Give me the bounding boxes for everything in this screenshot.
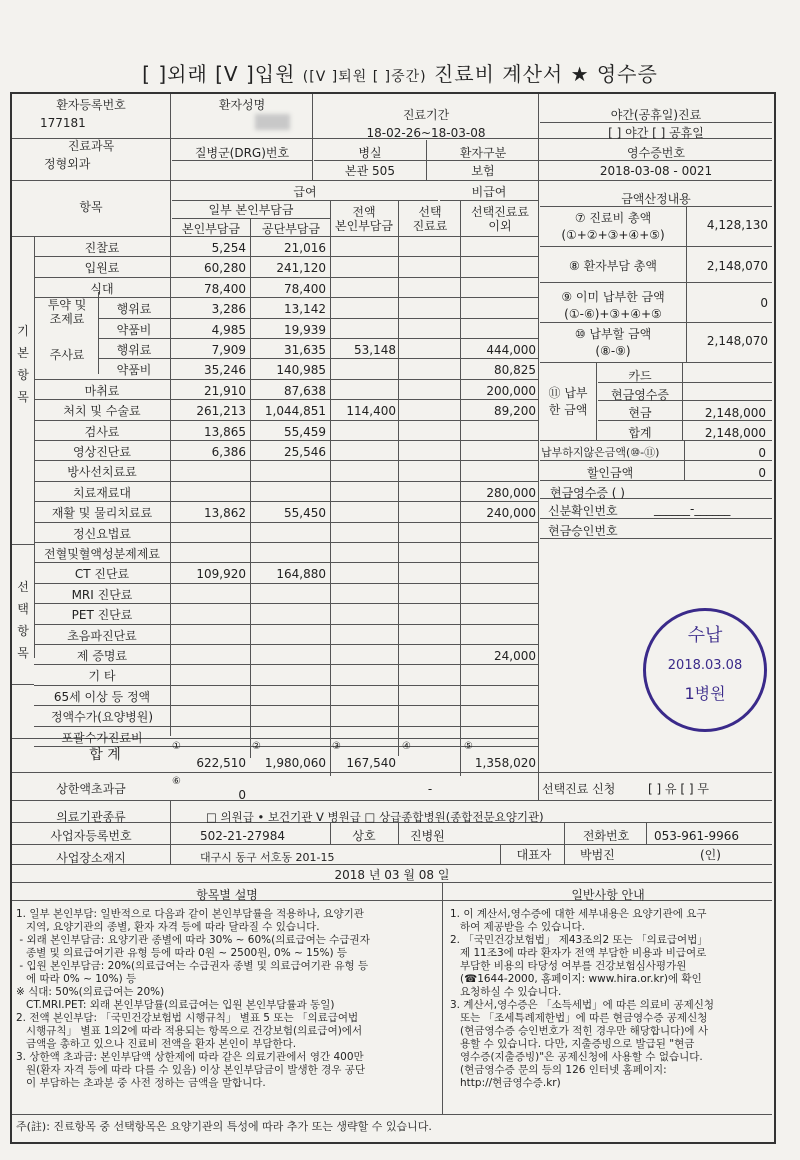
row-corp-pay: 140,985 [276,363,326,378]
grid-line [538,94,539,180]
addr-label: 사업장소재지 [56,851,126,865]
amount-due: 2,148,070 [706,334,768,348]
total-label: 합 계 [89,747,121,763]
grid-line [34,522,538,523]
row-corp-pay: 19,939 [284,322,326,337]
notes-right: 1. 이 계산서,영수증에 대한 세부내용은 요양기관에 요구 하여 제공받을 수 있습니다. 2. 「국민건강보험법」 제43조의2 또는 「의료급여법」 제 11조3에 따라 환자가 전액 부담한 비용과 비급여로 부담한 비용의 타당성 여부를 건강보험심사평가원 (☎1644-2000, 홈페이지: www.hira.or.kr)에 확인 요청하실 수 있습니다. 3. 계산서,영수증은 「소득세법」에 따른 의료비 공제신청 또는 「조세특례제한법」에 따른 현금영수증 공제신청 (현금영수증 승인번호가 적힌 경우만 해당합니다)에 사 용할 수 있습니다. 다만, 지출증빙으로 발급된 "현금 영수증(지출증빙)"은 공제신청에 사용할 수 없습니다. (현금영수증 문의 등의 126 인터넷 홈페이지: http://현금영수증.kr) [450,908,715,1089]
row-self-pay: 261,213 [196,404,246,419]
row-nonbenefit: 89,200 [494,404,536,419]
grid-line [684,440,685,480]
tel-label: 전화번호 [582,829,630,843]
grid-line [540,480,772,481]
pay-sum-label: 합계 [628,426,652,440]
grid-line [12,180,772,181]
grid-line [398,822,399,844]
tel: 053-961-9966 [654,829,740,843]
amount-paid: 0 [760,296,768,310]
row-self-pay: 13,865 [204,424,246,439]
row-item-name: 치료재료대 [73,485,131,500]
row-item-name: 행위료 [116,343,152,357]
grid-line [34,624,538,625]
bizno: 502-21-27984 [200,829,286,843]
grid-line [540,206,772,207]
row-self-pay: 35,246 [204,363,246,378]
grid-line [34,644,538,645]
row-corp-pay: 13,142 [284,302,326,317]
grid-line [34,562,538,563]
select-request-label: 선택진료 신청 [542,782,616,796]
row-item-name: 약품비 [116,322,152,337]
inst-type-label: 의료기관종류 [56,810,126,824]
ptype-label: 환자구분 [459,146,507,160]
row-self-pay: 13,862 [204,506,246,521]
redacted-name [255,114,290,130]
total-marker-1: ① [172,741,181,752]
grid-line [34,583,538,584]
grid-line [98,338,538,339]
row-corp-pay: 55,450 [284,506,326,521]
pay-sum: 2,148,000 [704,426,766,440]
title-discharge: ([V ]퇴원 [ ]중간) [302,69,427,85]
grid-line [12,1114,772,1115]
grid-line [12,882,772,883]
grid-line [34,726,538,727]
grid-line [682,362,683,440]
row-item-name: 전혈및혈액성분제제료 [44,547,160,561]
row-item-name: CT 진단료 [74,567,130,582]
bizno-label: 사업자등록번호 [50,829,132,843]
grid-line [34,705,538,706]
total-marker-4: ④ [402,741,411,752]
grid-line [426,140,427,180]
stamp-date: 2018.03.08 [667,658,743,673]
grid-line [34,297,538,298]
row-item-name: 정액수가(요양병원) [50,710,154,725]
row-self-pay: 3,286 [211,302,246,317]
period: 18-02-26~18-03-08 [366,126,486,140]
row-nonbenefit: 80,825 [494,363,536,378]
notes-right-title: 일반사항 안내 [571,888,645,902]
row-nonbenefit: 24,000 [494,649,536,663]
grid-line [540,518,772,519]
stamp-bottom: 1병원 [684,684,726,703]
col-select: 선택 진료료 [412,205,448,233]
grid-line [540,460,772,461]
issue-date: 2018 년 03 월 08 일 [334,868,450,882]
row-nonbenefit: 444,000 [486,343,536,357]
payment-stamp [643,608,767,732]
receipt-no-label: 영수증번호 [627,146,685,160]
row-full-self: 53,148 [354,343,396,357]
room: 본관 505 [345,164,395,178]
grid-line [12,544,34,545]
grid-line [172,218,330,219]
grid-line [34,256,538,257]
rep-label: 대표자 [516,848,552,862]
grid-line [34,236,538,237]
stamp-top: 수납 [687,625,723,646]
grid-line [540,440,772,441]
grid-line [12,772,772,773]
grid-line [170,800,171,864]
seal: (인) [700,848,721,862]
col-item: 항목 [79,200,103,214]
cash-receipt: 현금영수증 ( ) [550,486,625,500]
row-item-name: 영상진단료 [73,445,131,459]
total-self: 622,510 [196,756,246,770]
row-item-name: 기 타 [88,669,116,684]
inst-types: □ 의원급 • 보건기관 V 병원급 □ 상급종합병원(종합전문요양기관) [206,810,544,824]
night-options: [ ] 야간 [ ] 공휴일 [608,126,704,140]
pay-label: ⑪ 납부 한 금액 [548,386,588,417]
grid-line [34,379,538,380]
grid-line [540,282,772,283]
row-self-pay: 4,985 [211,322,246,337]
amount-patient-label: ⑧ 환자부담 총액 [569,259,657,273]
row-item-name: 식대 [90,281,114,296]
col-copay: 일부 본인부담금 [208,203,294,217]
footer-note: 주(註): 진료항목 중 선택항목은 요양기관의 특성에 따라 추가 또는 생략할 수 있습니다. [16,1120,432,1133]
row-self-pay: 78,400 [204,281,246,296]
select-items-label: 선 택 항 목 [17,580,29,660]
total-marker-5: ⑤ [464,741,473,752]
id-confirm-blank: ______-______ [654,502,731,516]
col-select-other: 선택진료료 이외 [471,205,529,233]
grid-line [34,501,538,502]
grid-line [460,200,461,776]
grid-line [538,180,539,800]
total-corp: 1,980,060 [264,756,326,770]
grid-line [34,481,538,482]
grid-line [540,246,772,247]
row-item-name: PET 진단료 [71,608,133,623]
row-corp-pay: 25,546 [284,445,326,459]
pay-cash-label: 현금 [628,406,652,420]
title-outpatient-inpatient: [ ]외래 [V ]입원 [142,62,296,86]
total-marker-2: ② [252,741,261,752]
drg-label: 질병군(DRG)번호 [194,146,290,160]
patient-no-label: 환자등록번호 [56,98,126,112]
row-corp-pay: 78,400 [284,281,326,296]
amount-patient: 2,148,070 [706,259,768,273]
grid-line [540,538,772,539]
row-self-pay: 109,920 [196,567,246,582]
grid-line [34,685,538,686]
row-item-name: 정신요법료 [73,526,131,541]
grid-line [598,420,772,421]
excess-value: 0 [238,788,246,802]
grid-line [250,218,251,758]
amounts-header: 금액산정내용 [621,192,691,206]
row-corp-pay: 31,635 [284,343,326,357]
row-item-name: 약품비 [116,363,152,378]
row-self-pay: 5,254 [211,241,246,255]
grid-line [646,822,647,844]
amount-paid-label: ⑨ 이미 납부한 금액 (①-⑥)+③+④+⑤ [561,290,665,321]
discount-label: 할인금액 [586,466,634,480]
row-item-name: 행위료 [116,302,152,317]
col-corp: 공단부담금 [262,222,320,236]
row-item-name: 처치 및 수술료 [63,404,141,419]
period-label: 진료기간 [402,108,450,122]
col-nonbenefit: 비급여 [471,185,507,199]
row-self-pay: 60,280 [204,261,246,276]
addr: 대구시 동구 서호동 201-15 [200,851,335,864]
unpaid-label: 납부하지않은금액(⑩-⑪) [541,446,660,459]
grid-line [596,362,597,440]
row-item-name: 재활 및 물리치료료 [51,506,153,521]
row-item-name: 입원료 [84,261,120,276]
grid-line [500,844,501,864]
row-self-pay: 6,386 [211,445,246,459]
grid-line [686,206,687,362]
amount-due-label: ⑩ 납부할 금액 (⑧-⑨) [574,327,652,358]
row-corp-pay: 164,880 [276,567,326,582]
inst-name: 진병원 [410,829,445,843]
excess-label: 상한액초과금 [56,782,126,796]
grid-line [398,200,399,756]
grid-line [34,664,538,665]
grid-line [98,318,538,319]
amount-total: 4,128,130 [706,218,768,232]
title-receipt: 진료비 계산서 ★ 영수증 [433,62,658,86]
grid-line [440,200,538,201]
grid-line [34,399,538,400]
row-item-name: 초음파진단료 [67,628,137,643]
amount-total-label: ⑦ 진료비 총액 (①+②+③+④+⑤) [561,211,665,242]
basic-items-label: 기 본 항 목 [17,324,29,404]
grid-line [98,358,538,359]
grid-line [34,420,538,421]
grid-line [12,844,772,845]
row-item-name: 진찰료 [84,241,120,255]
row-item-name: 포괄수가진료비 [61,730,143,745]
grid-line [34,277,538,278]
row-self-pay: 21,910 [204,383,246,398]
dept: 정형외과 [44,157,91,171]
total-marker-3: ③ [332,741,341,752]
total-full: 167,540 [346,756,396,770]
ptype: 보험 [471,164,495,178]
grid-line [34,440,538,441]
grid-line [442,882,443,1114]
grid-line [34,542,538,543]
pay-card-label: 카드 [628,369,652,383]
row-nonbenefit: 240,000 [486,506,536,521]
grid-line [170,94,171,180]
document-title [0,58,800,87]
grid-line [540,122,772,123]
grid-line [12,800,772,801]
group-tuyak: 투약 및 조제료 [47,298,87,326]
grid-line [34,236,35,658]
row-item-name: 마취료 [84,383,120,398]
grid-line [540,362,772,363]
row-corp-pay: 21,016 [284,241,326,255]
row-nonbenefit: 200,000 [486,383,536,398]
row-nonbenefit: 280,000 [486,485,536,500]
pay-cash-receipt-label: 현금영수증 [611,388,669,402]
row-item-name: 65세 이상 등 정액 [53,689,151,704]
row-item-name: 방사선치료료 [67,465,137,480]
patient-no: 177181 [40,116,86,130]
group-jusa: 주사료 [49,348,85,362]
dept-label: 진료과목 [67,139,115,153]
total-nonbenefit: 1,358,020 [474,756,536,770]
grid-line [314,160,772,161]
grid-line [170,180,171,736]
approve-label: 현금승인번호 [548,524,618,538]
inst-name-label: 상호 [352,829,376,843]
excess-marker: ⑥ [172,776,181,787]
grid-line [564,822,565,864]
grid-line [330,200,331,776]
grid-line [312,94,313,180]
grid-line [34,603,538,604]
row-full-self: 114,400 [346,404,396,419]
night-label: 야간(공휴일)진료 [610,108,702,122]
row-corp-pay: 55,459 [284,424,326,439]
pay-cash: 2,148,000 [704,406,766,420]
select-request-options: [ ] 유 [ ] 무 [648,782,709,796]
grid-line [172,160,312,161]
col-benefit: 급여 [293,185,317,199]
grid-line [12,684,34,685]
col-full: 전액 본인부담금 [335,205,393,233]
room-label: 병실 [358,146,382,160]
rep: 박범진 [580,848,615,862]
grid-line [98,292,99,374]
row-corp-pay: 87,638 [284,383,326,398]
col-self: 본인부담금 [182,222,240,236]
unpaid: 0 [758,446,766,460]
row-item-name: 검사료 [84,424,120,439]
receipt-no: 2018-03-08 - 0021 [599,164,713,178]
notes-left-title: 항목별 설명 [196,888,258,902]
row-corp-pay: 1,044,851 [264,404,326,419]
grid-line [34,460,538,461]
discount: 0 [758,466,766,480]
id-confirm-label: 신분확인번호 [548,504,618,518]
row-self-pay: 7,909 [211,343,246,357]
row-corp-pay: 241,120 [276,261,326,276]
row-item-name: MRI 진단료 [71,587,133,602]
excess-dash: - [427,782,433,796]
patient-name-label: 환자성명 [218,98,266,112]
notes-left: 1. 일부 본인부담: 일반적으로 다음과 같이 본인부담률을 적용하나, 요양기관 지역, 요양기관의 종별, 환자 자격 등에 따라 달라질 수 있습니다. - 외래 본인부담금: 요양기관 종별에 따라 30% ~ 60%(의료급여는 수급권자 종별 및 의료급여기관 유형 등에 따라 0원 ~ 2500원, 0% ~ 15%) 등 - 입원 본인부담금: 20%(의료급여는 수급권자 종별 및 의료급여기관 유형 등 에 따라 0% ~ 10%) 등 ※ 식대: 50%(의료급여는 20%) CT.MRI.PET: 외래 본인부담률(의료급여는 입원 본인부담률과 동일) 2. 전액 본인부담: 「국민건강보험법 시행규칙」 별표 5 또는 「의료급여법 시행규칙」 별표 1의2에 따라 적용되는 항목으로 건강보험(의료급여)에서 금액을 총하고 있으나 진료비 전액을 환자 본인이 부담한다. 3. 상한액 초과금: 본인부담액 상한제에 따라 같은 의료기관에서 영간 400만 원(환자 자격 등에 따라 다를 수 있음) 이상 본인부담금이 발생한 경우 공단 이 부담하는 초과분 중 사전 정하는 금액을 말합니다. [16,908,370,1089]
row-item-name: 제 증명료 [76,649,128,663]
